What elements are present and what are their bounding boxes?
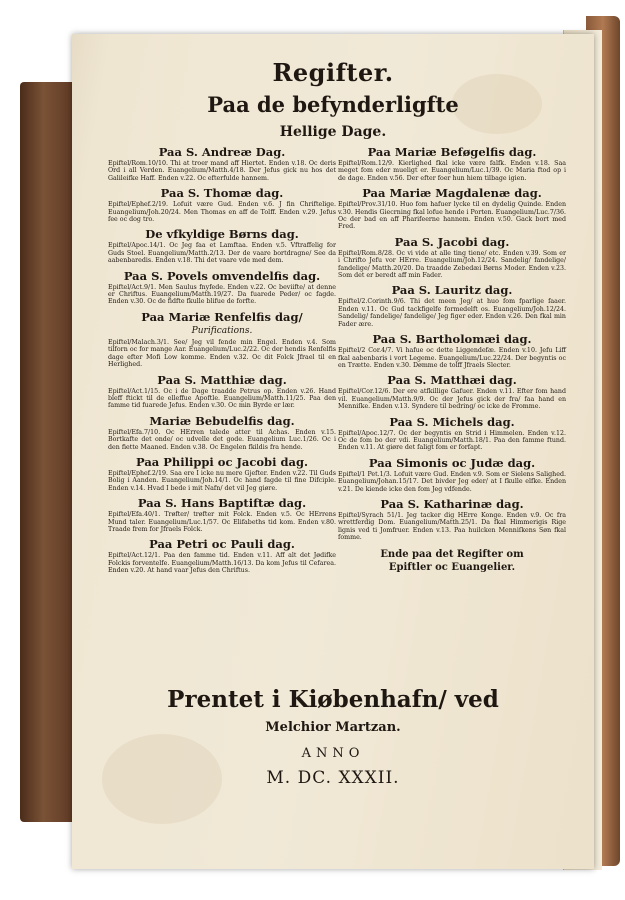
feast-heading: Paa Philippi oc Jacobi dag. <box>135 454 308 469</box>
feast-readings: Epiftel/Cor.12/6. Der ere atfkillige Gafuer. Enden v.11. Efter fom hand vil. Euangelium/Matth.9/9. Oc der Jefus gick der fra/ faa hand en Menniſke. Enden v.13. Syndere til bedring/ oc icke de Fromme. <box>338 388 566 411</box>
feast-entry <box>108 311 336 369</box>
feast-heading: De vfkyldige Børns dag. <box>145 227 299 242</box>
feast-readings: Epiftel/Act.12/1. Paa den famme tid. Enden v.11. Aff alt det Jødifke Folckis forventelfe. Euangelium/Matth.16/13. Da kom Jefus til Cefarea. Enden v.20. At hand vaar Jefus den Chriftus. <box>108 552 336 575</box>
feast-readings: Epiftel/Rom.8/28. Oc vi vide at alle ting tiene/ etc. Enden v.39. Som er i Chrifto Jefu vor HErre. Euangelium/Joh.12/24. Sandelig/ fandelige/ fandelige/ Matth.20/20. Da traadde Zebedæi Børns Moder. Enden v.23. Som det er beredt aff min Fader. <box>338 249 566 280</box>
feast-readings: Epiftel/1 Pet.1/3. Lofuit være Gud. Enden v.9. Som er Sielens Salighed. Euangelium/Johan.15/17. Det bivder Jeg eder/ at I fkulle elfke. Enden v.21. De kiende icke den fom Jeg vdfende. <box>338 470 566 493</box>
feast-heading: Paa S. Andreæ Dag. <box>158 145 286 159</box>
feast-entry <box>108 415 336 451</box>
feast-heading: Paa Mariæ Magdalenæ dag. <box>362 186 542 201</box>
feast-readings: Epiftel/Efa.40/1. Trøfter/ trøfter mit Folck. Enden v.5. Oc HErrens Mund taler. Euangelium/Luc.1/57. Oc Elifabeths tid kom. Enden v.80. Traade frem for Jfraels Folck. <box>108 511 336 533</box>
feast-readings: Epiftel/Apoc.14/1. Oc Jeg faa et Lamftaa. Enden v.5. Vftraffelig for Guds Stoel. Euangelium/Matth.2/13. Der de vaare bortdragne/ See da aabenbaredis. Enden v.18. Thi det vaare vde med dem. <box>108 242 336 265</box>
feast-heading: Paa S. Povels omvendelfis dag. <box>123 268 321 283</box>
feast-readings: Epiftel/Apoc.12/7. Oc der begyntis en Strid i Himmelen. Enden v.12. Oc de fom bo der vdi. Euangelium/Matth.18/1. Paa den famme ftund. Enden v.11. At giøre det faligt fom er forfapt. <box>338 429 566 452</box>
ending-line-2: Epiftler oc Euangelier. <box>388 561 516 573</box>
feast-heading: Paa S. Katharinæ dag. <box>380 496 524 511</box>
feast-heading: Paa Mariæ Beføgelfis dag. <box>367 145 537 159</box>
feast-entry <box>108 270 336 306</box>
feast-entry <box>108 538 336 574</box>
feast-entry <box>338 416 566 452</box>
register-ending <box>338 548 566 574</box>
feast-readings: Epiftel/Malach.3/1. See/ Jeg vil fende min Engel. Enden v.4. Som tilforn oc for mange Aar. Euangelium/Luc.2/22. Oc der hendis Renfelfis dage efter Mofi Low komme. Enden v.32. Oc dit Folck Jfrael til en Herlighed. <box>108 338 336 369</box>
feast-entry <box>108 187 336 223</box>
book <box>8 12 620 892</box>
feast-entry <box>108 456 336 492</box>
feast-entry <box>338 498 566 542</box>
ending-line-1: Ende paa det Regifter om <box>380 548 524 560</box>
feast-heading: Paa S. Lauritz dag. <box>391 283 513 298</box>
feast-heading: Paa S. Michels dag. <box>389 414 515 429</box>
feast-entry <box>108 228 336 264</box>
feast-readings: Epiftel/Ephef.2/19. Saa ere I icke nu mere Gjefter. Enden v.22. Til Guds Bolig i Aanden. Euangelium/Joh.14/1. Oc hand fagde til fine Difciple. Enden v.14. Hvad I bede i mit Nafn/ det vil Jeg giøre. <box>108 469 336 492</box>
feast-readings: Epiftel/Rom.12/9. Kierlighed fkal icke være falfk. Enden v.18. Saa meget fom eder mueligt er. Euangelium/Luc.1/39. Oc Maria ftod op i de dage. Enden v.56. Der efter foer hun hiem tilbage igien. <box>338 160 566 182</box>
feast-readings: Epiftel/2 Cor.4/7. Vi hafue oc dette Liggendefæ. Enden v.10. Jefu Liff fkal aabenbaris i vort Legeme. Euangelium/Luc.22/24. Der begyntis oc en Trætte. Enden v.30. Dømme de tolff Jfraels Slecter. <box>338 347 566 369</box>
feast-entry <box>338 374 566 410</box>
book-spine <box>20 82 78 822</box>
feast-heading: Paa S. Bartholomæi dag. <box>372 332 532 347</box>
feast-heading: Paa S. Thomæ dag. <box>160 186 284 201</box>
feast-heading: Mariæ Bebudelfis dag. <box>149 413 295 428</box>
register-subtitle: Paa de befynderligfte <box>207 92 459 117</box>
feast-readings: Epiftel/Syrach 51/1. Jeg tacker dig HErre Konge. Enden v.9. Oc fra wrettferdig Dom. Euangelium/Matth.25/1. Da fkal Himmerigis Rige lignis ved ti Jomfruer. Enden v.13. Paa huilcken Menniſkens Søn fkal fomme. <box>338 511 566 542</box>
feast-readings: Epiftel/Ephef.2/19. Lofuit være Gud. Enden v.6. J fin Chriftelige. Euangelium/Joh.20/24. Men Thomas en aff de Tolff. Enden v.29. Jefus fee oc dog tro. <box>108 201 336 224</box>
feast-entry <box>338 284 566 328</box>
feast-heading: Paa Simonis oc Judæ dag. <box>368 455 536 470</box>
book-page <box>72 34 594 869</box>
feast-readings: Epiftel/Act.9/1. Men Saulus fnyfede. Enden v.22. Oc beviifte/ at denne er Chriftus. Euangelium/Matth.19/27. Da fuarede Peder/ oc fagde. Enden v.30. Oc de fidfte fkulle blifue de forfte. <box>108 283 336 306</box>
feast-heading: Paa S. Jacobi dag. <box>394 234 510 249</box>
feast-entry <box>338 236 566 280</box>
feast-heading: Paa Mariæ Renfelfis dag/ <box>141 309 303 324</box>
feast-entry <box>338 457 566 493</box>
feast-readings: Epiftel/Efa.7/10. Oc HErren talede atter til Achas. Enden v.15. Bortkafte det onde/ oc udvelle det gode. Euangelium Luc.1/26. Oc i den fiette Maaned. Enden v.38. Oc Engelen fkildis fra hende. <box>108 428 336 451</box>
feast-readings: Epiftel/2.Corinth.9/6. Thi det meen Jeg/ at huo fom fparlige faaer. Enden v.11. Oc Gud tackfigelfe formedelft os. Euangelium/Joh.12/24. Sandelig/ fandelige/ fandelige/ Jeg figer eder. Enden v.26. Den fkal min Fader ære. <box>338 298 566 328</box>
feast-heading-sub: Purifications. <box>191 325 253 336</box>
register-subtitle-2: Hellige Dage. <box>279 124 387 140</box>
feast-entry <box>108 146 336 182</box>
feast-readings: Epiftel/Prov.31/10. Huo fom hafuer lycke til en dydelig Quinde. Enden v.30. Hendis Giecrning fkal lofue hende i Porten. Euangelium/Luc.7/36. Oc der bad en aff Pharifeerne hannem. Enden v.50. Gack bort med Fred. <box>338 201 566 231</box>
feast-heading: Paa S. Matthiæ dag. <box>157 372 287 387</box>
feast-entry <box>108 497 336 533</box>
feast-heading: Paa Petri oc Pauli dag. <box>149 537 295 552</box>
left-column <box>108 146 336 580</box>
anno-label: ANNO <box>301 746 365 761</box>
feast-entry <box>338 187 566 231</box>
imprint-year: M. DC. XXXII. <box>266 768 400 788</box>
feast-entry <box>108 374 336 410</box>
feast-entry <box>338 146 566 182</box>
register-title: Regifter. <box>272 58 394 87</box>
printer-name: Melchior Martzan. <box>265 720 401 735</box>
imprint-line: Prentet i Kiøbenhafn/ ved <box>167 686 499 713</box>
feast-readings: Epiftel/Rom.10/10. Thi at troer mand aff Hiertet. Enden v.18. Oc deris Ord i all Verden. Euangelium/Matth.4/18. Der Jefus gick nu hos det Galileifke Haff. Enden v.22. Oc efterfulde hannem. <box>108 160 336 182</box>
feast-entry <box>338 333 566 369</box>
feast-readings: Epiftel/Act.1/15. Oc i de Dage traadde Petrus op. Enden v.26. Hand bleff ftickt til de elleffue Apoftle. Euangelium/Matth.11/25. Paa den famme tid fuarede Jefus. Enden v.30. Oc min Byrde er lær. <box>108 387 336 410</box>
feast-heading: Paa S. Hans Baptiftæ dag. <box>137 496 307 511</box>
right-column <box>338 146 566 574</box>
feast-heading: Paa S. Matthæi dag. <box>387 373 517 388</box>
